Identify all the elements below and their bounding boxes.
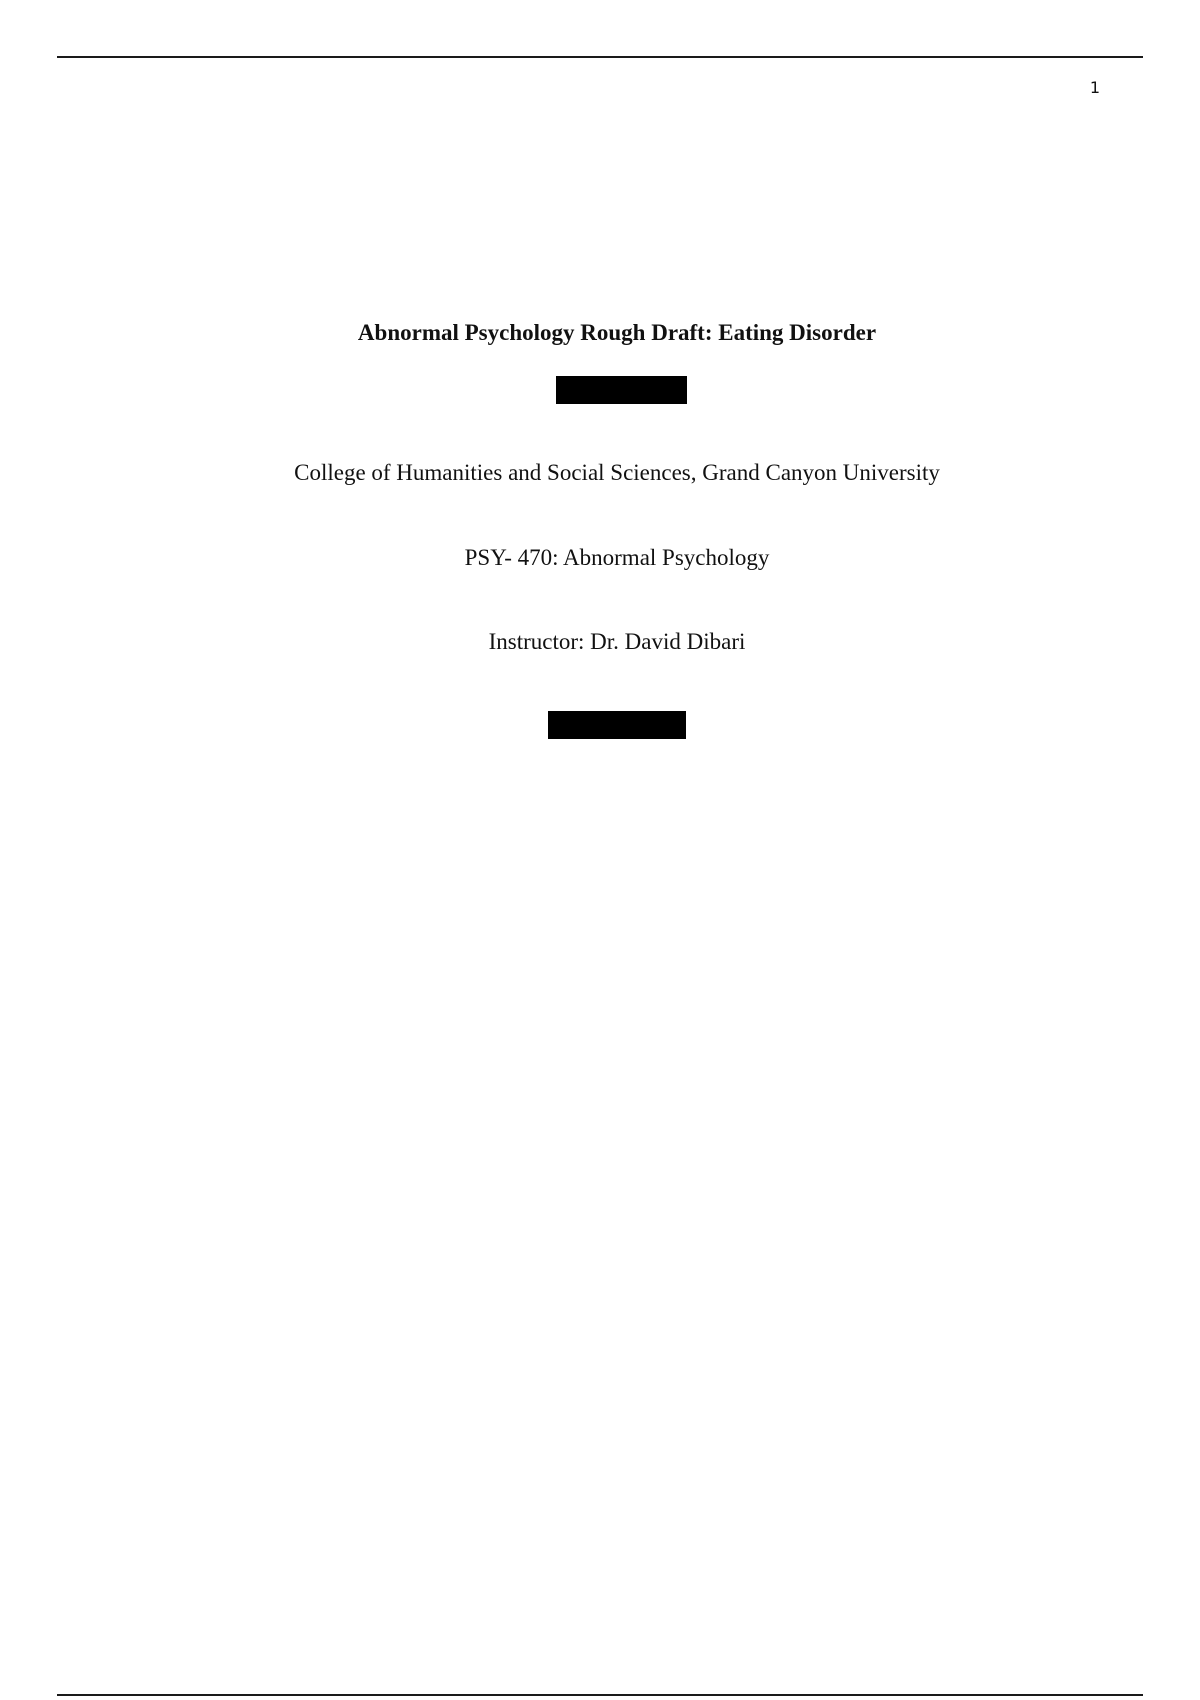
footer-divider	[57, 1694, 1143, 1696]
redacted-date	[548, 711, 686, 739]
header-divider	[57, 56, 1143, 58]
course-name: PSY- 470: Abnormal Psychology	[464, 545, 770, 570]
page-number: 1	[1089, 78, 1100, 97]
institution-affiliation: College of Humanities and Social Sciences, Grand Canyon University	[294, 460, 940, 485]
instructor-name: Instructor: Dr. David Dibari	[488, 629, 746, 654]
paper-title: Abnormal Psychology Rough Draft: Eating Disorder	[357, 320, 877, 345]
redacted-author-name	[556, 376, 687, 404]
